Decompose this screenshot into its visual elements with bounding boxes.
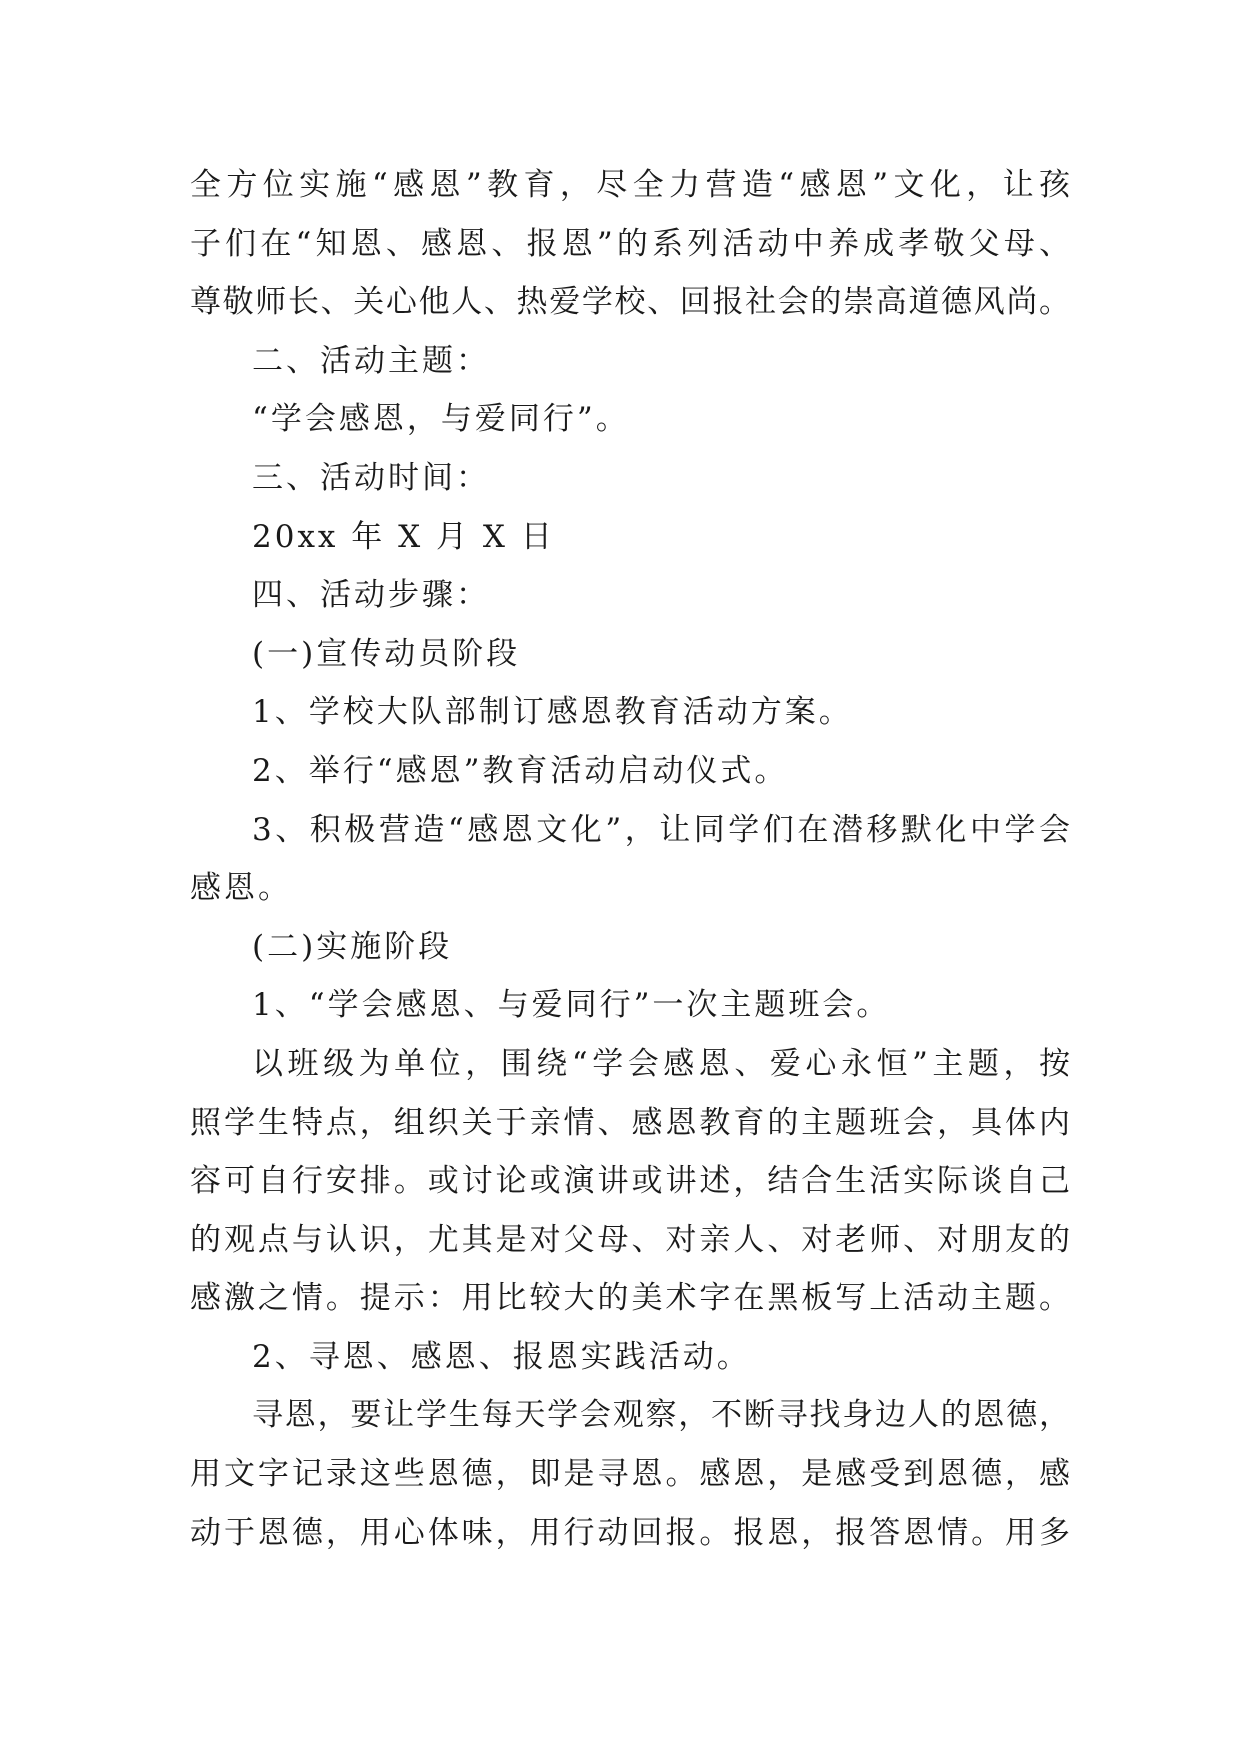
- paragraph-line: 感恩。: [190, 870, 292, 907]
- section-heading-theme: 二、活动主题：: [252, 342, 490, 379]
- time-text: 20xx 年 X 月 X 日: [252, 518, 555, 555]
- list-item: 2、举行“感恩”教育活动启动仪式。: [252, 752, 789, 789]
- subsection-heading-implementation: (二)实施阶段: [252, 928, 453, 965]
- section-heading-time: 三、活动时间：: [252, 459, 490, 496]
- paragraph-line: 以班级为单位，围绕“学会感恩、爱心永恒”主题，按: [252, 1045, 1070, 1082]
- list-item: 1、“学会感恩、与爱同行”一次主题班会。: [252, 987, 891, 1024]
- paragraph-line: 感激之情。提示：用比较大的美术字在黑板写上活动主题。: [190, 1280, 1070, 1317]
- theme-text: “学会感恩，与爱同行”。: [252, 401, 630, 438]
- paragraph-line: 用文字记录这些恩德，即是寻恩。感恩，是感受到恩德，感: [190, 1456, 1070, 1493]
- subsection-heading-publicity: (一)宣传动员阶段: [252, 635, 521, 672]
- paragraph-line: 全方位实施“感恩”教育，尽全力营造“感恩”文化，让孩: [190, 167, 1070, 203]
- paragraph-line: 子们在“知恩、感恩、报恩”的系列活动中养成孝敬父母、: [190, 225, 1070, 262]
- paragraph-line: 容可自行安排。或讨论或演讲或讲述，结合生活实际谈自己: [190, 1163, 1070, 1200]
- paragraph-line: 照学生特点，组织关于亲情、感恩教育的主题班会，具体内: [190, 1104, 1070, 1141]
- paragraph-line: 尊敬师长、关心他人、热爱学校、回报社会的崇高道德风尚。: [190, 284, 1070, 321]
- paragraph-line: 的观点与认识，尤其是对父母、对亲人、对老师、对朋友的: [190, 1221, 1070, 1258]
- paragraph-line: 寻恩，要让学生每天学会观察，不断寻找身边人的恩德，: [252, 1397, 1070, 1434]
- list-item: 1、学校大队部制订感恩教育活动方案。: [252, 694, 853, 731]
- list-item: 3、积极营造“感恩文化”，让同学们在潜移默化中学会: [252, 811, 1070, 848]
- list-item: 2、寻恩、感恩、报恩实践活动。: [252, 1338, 751, 1375]
- paragraph-line: 动于恩德，用心体味，用行动回报。报恩，报答恩情。用多: [190, 1514, 1070, 1551]
- document-body: [190, 156, 1070, 1562]
- section-heading-steps: 四、活动步骤：: [252, 577, 490, 614]
